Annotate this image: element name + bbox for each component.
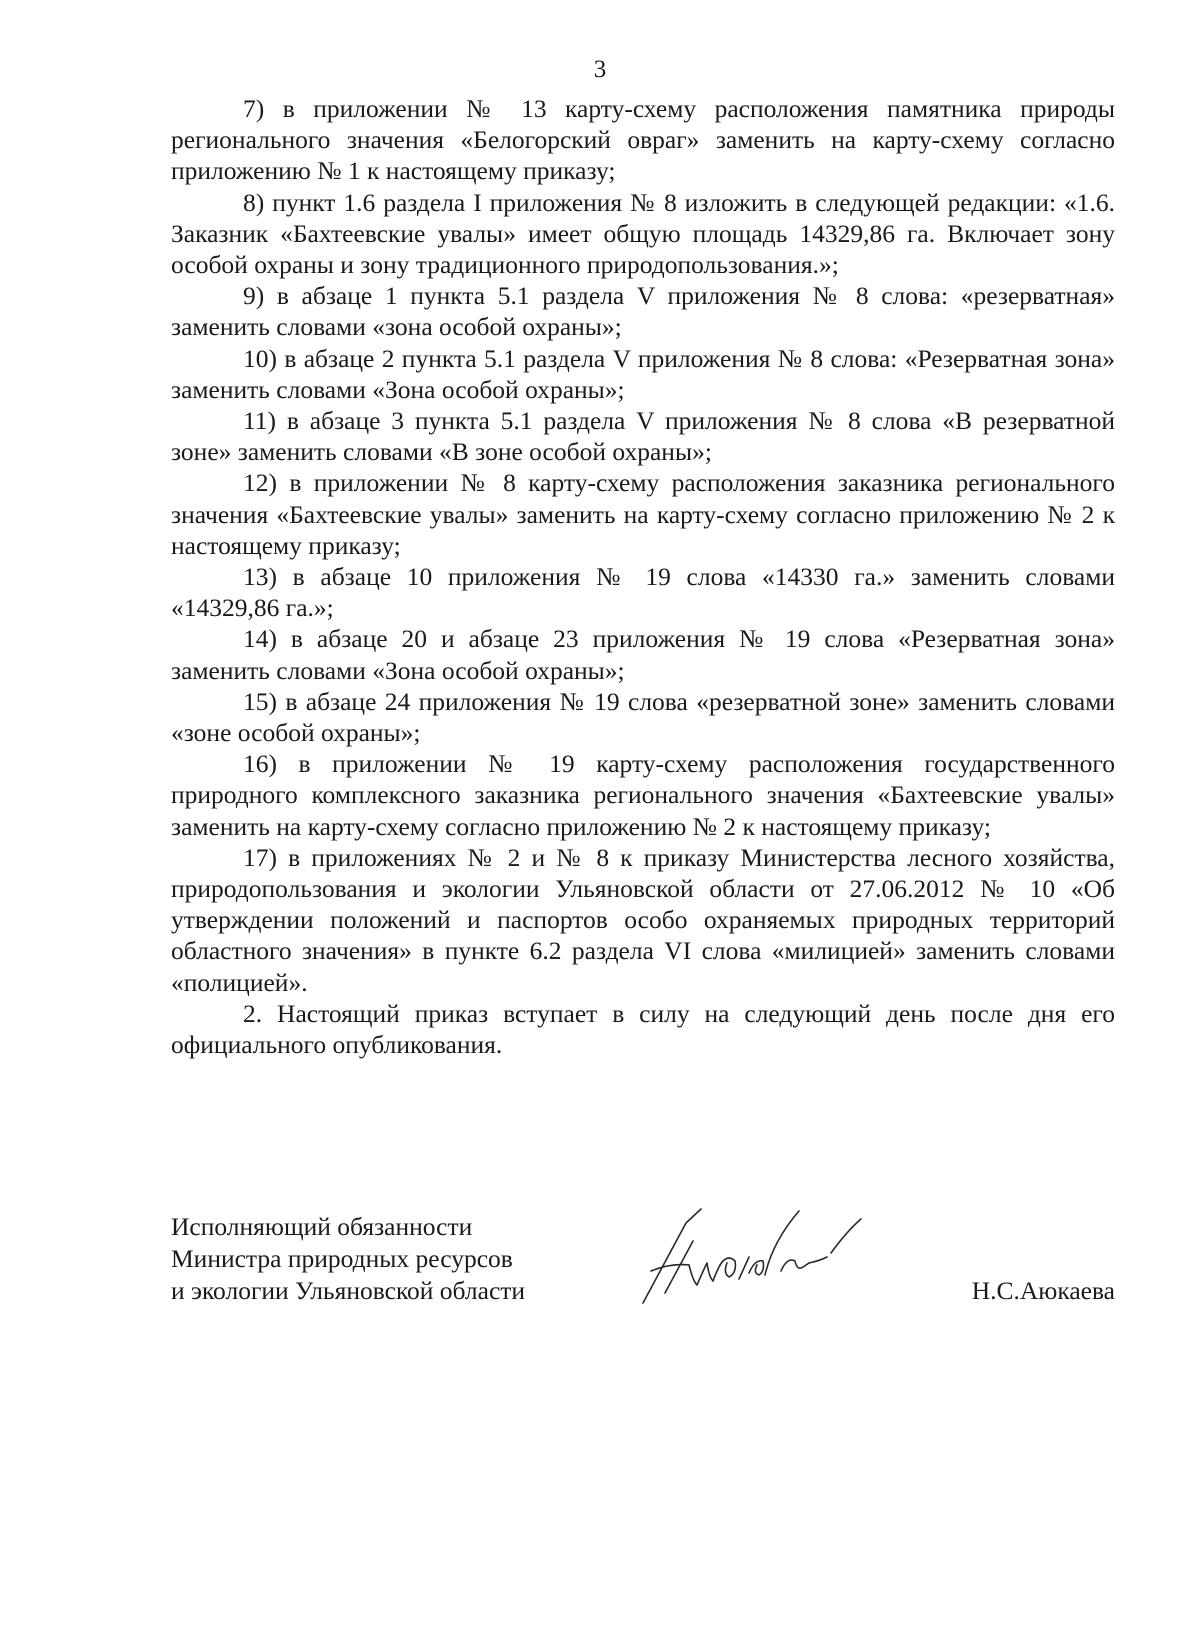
handwritten-signature <box>631 1201 871 1311</box>
signature-block <box>171 1211 1115 1321</box>
paragraph-item-14: 14) в абзаце 20 и абзаце 23 приложения № 19 слова «Резерватная зона» заменить словами «Зона особой охраны»; <box>171 624 1115 685</box>
paragraph-item-7: 7) в приложении № 13 карту-схему расположения памятника природы регионального значения «Белогорский овраг» заменить на карту-схему согласно приложению № 1 к настоящему приказу; <box>171 94 1115 186</box>
signatory-title <box>171 1211 525 1307</box>
paragraph-item-10: 10) в абзаце 2 пункта 5.1 раздела V приложения № 8 слова: «Резерватная зона» заменить словами «Зона особой охраны»; <box>171 343 1115 404</box>
paragraph-item-11: 11) в абзаце 3 пункта 5.1 раздела V приложения № 8 слова «В резерватной зоне» заменить словами «В зоне особой охраны»; <box>171 406 1115 467</box>
paragraph-item-16: 16) в приложении № 19 карту-схему расположения государственного природного комплексного заказника регионального значения «Бахтеевские увалы» заменить на карту-схему согласно приложению № 2 к настоящему приказу; <box>171 749 1115 841</box>
paragraph-item-12: 12) в приложении № 8 карту-схему расположения заказника регионального значения «Бахтеевские увалы» заменить на карту-схему согласно приложению № 2 к настоящему приказу; <box>171 468 1115 560</box>
paragraph-effective-date: 2. Настоящий приказ вступает в силу на следующий день после дня его официального опубликования. <box>171 998 1115 1060</box>
signatory-title-line: Исполняющий обязанности <box>171 1212 473 1241</box>
paragraph-item-8: 8) пункт 1.6 раздела I приложения № 8 изложить в следующей редакции: «1.6. Заказник «Бахтеевские увалы» имеет общую площадь 14329,86 га. Включает зону особой охраны и зону традиционного природопользования.»; <box>171 187 1115 280</box>
document-body <box>171 93 1115 1060</box>
signatory-name: Н.С.Аюкаева <box>971 1276 1115 1305</box>
paragraph-item-13: 13) в абзаце 10 приложения № 19 слова «14330 га.» заменить словами «14329,86 га.»; <box>171 562 1115 623</box>
paragraph-item-9: 9) в абзаце 1 пункта 5.1 раздела V приложения № 8 слова: «резерватная» заменить словами «зона особой охраны»; <box>171 281 1115 342</box>
signatory-title-line: Министра природных ресурсов <box>171 1244 513 1273</box>
paragraph-item-17: 17) в приложениях № 2 и № 8 к приказу Министерства лесного хозяйства, природопользования и экологии Ульяновской области от 27.06.2012 № 10 «Об утверждении положений и паспортов особо охраняемых природных территорий областного значения» в пункте 6.2 раздела VI слова «милицией» заменить словами «полицией». <box>171 842 1115 997</box>
page-number: 3 <box>593 56 607 83</box>
paragraph-item-15: 15) в абзаце 24 приложения № 19 слова «резерватной зоне» заменить словами «зоне особой охраны»; <box>171 686 1115 748</box>
signatory-title-line: и экологии Ульяновской области <box>171 1276 526 1305</box>
